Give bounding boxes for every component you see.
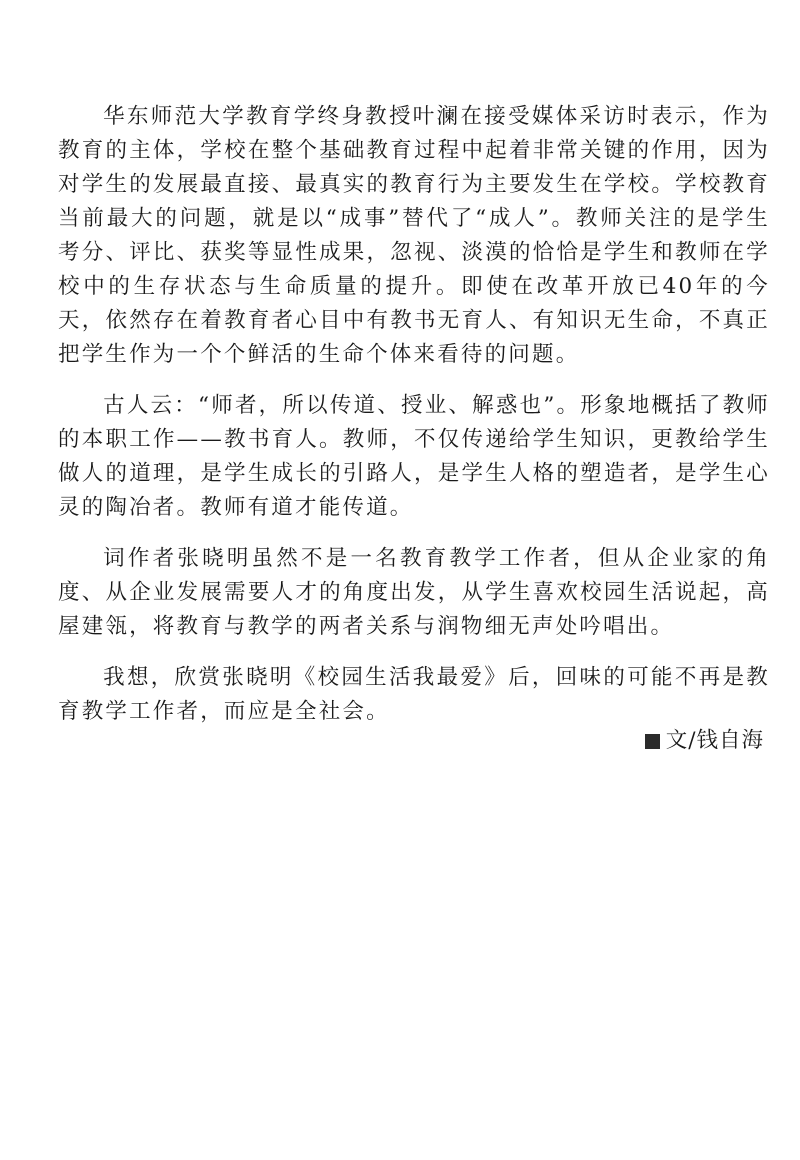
author-credit: 文/钱自海 — [665, 728, 764, 753]
square-bullet-icon — [645, 734, 660, 749]
paragraph-1: 华东师范大学教育学终身教授叶澜在接受媒体采访时表示，作为教育的主体，学校在整个基础教育过程中起着非常关键的作用，因为对学生的发展最直接、最真实的教育行为主要发生在学校。学校教育当前最大的问题，就是以“成事”替代了“成人”。教师关注的是学生考分、评比、获奖等显性成果，忽视、淡漠的恰恰是学生和教师在学校中的生存状态与生命质量的提升。即使在改革开放已40年的今天，依然存在着教育者心目中有教书无育人、有知识无生命，不真正把学生作为一个个鲜活的生命个体来看待的问题。 — [58, 104, 770, 367]
paragraph-3: 词作者张晓明虽然不是一名教育教学工作者，但从企业家的角度、从企业发展需要人才的角度出发，从学生喜欢校园生活说起，高屋建瓴，将教育与教学的两者关系与润物细无声处吟唱出。 — [58, 546, 770, 639]
article-body — [58, 100, 770, 746]
paragraph-2: 古人云：“师者，所以传道、授业、解惑也”。形象地概括了教师的本职工作——教书育人。教师，不仅传递给学生知识，更教给学生做人的道理，是学生成长的引路人，是学生人格的塑造者，是学生心灵的陶冶者。教师有道才能传道。 — [58, 393, 770, 520]
author-byline — [645, 726, 764, 756]
paragraph-4: 我想，欣赏张晓明《校园生活我最爱》后，回味的可能不再是教育教学工作者，而应是全社会。 — [58, 665, 770, 724]
